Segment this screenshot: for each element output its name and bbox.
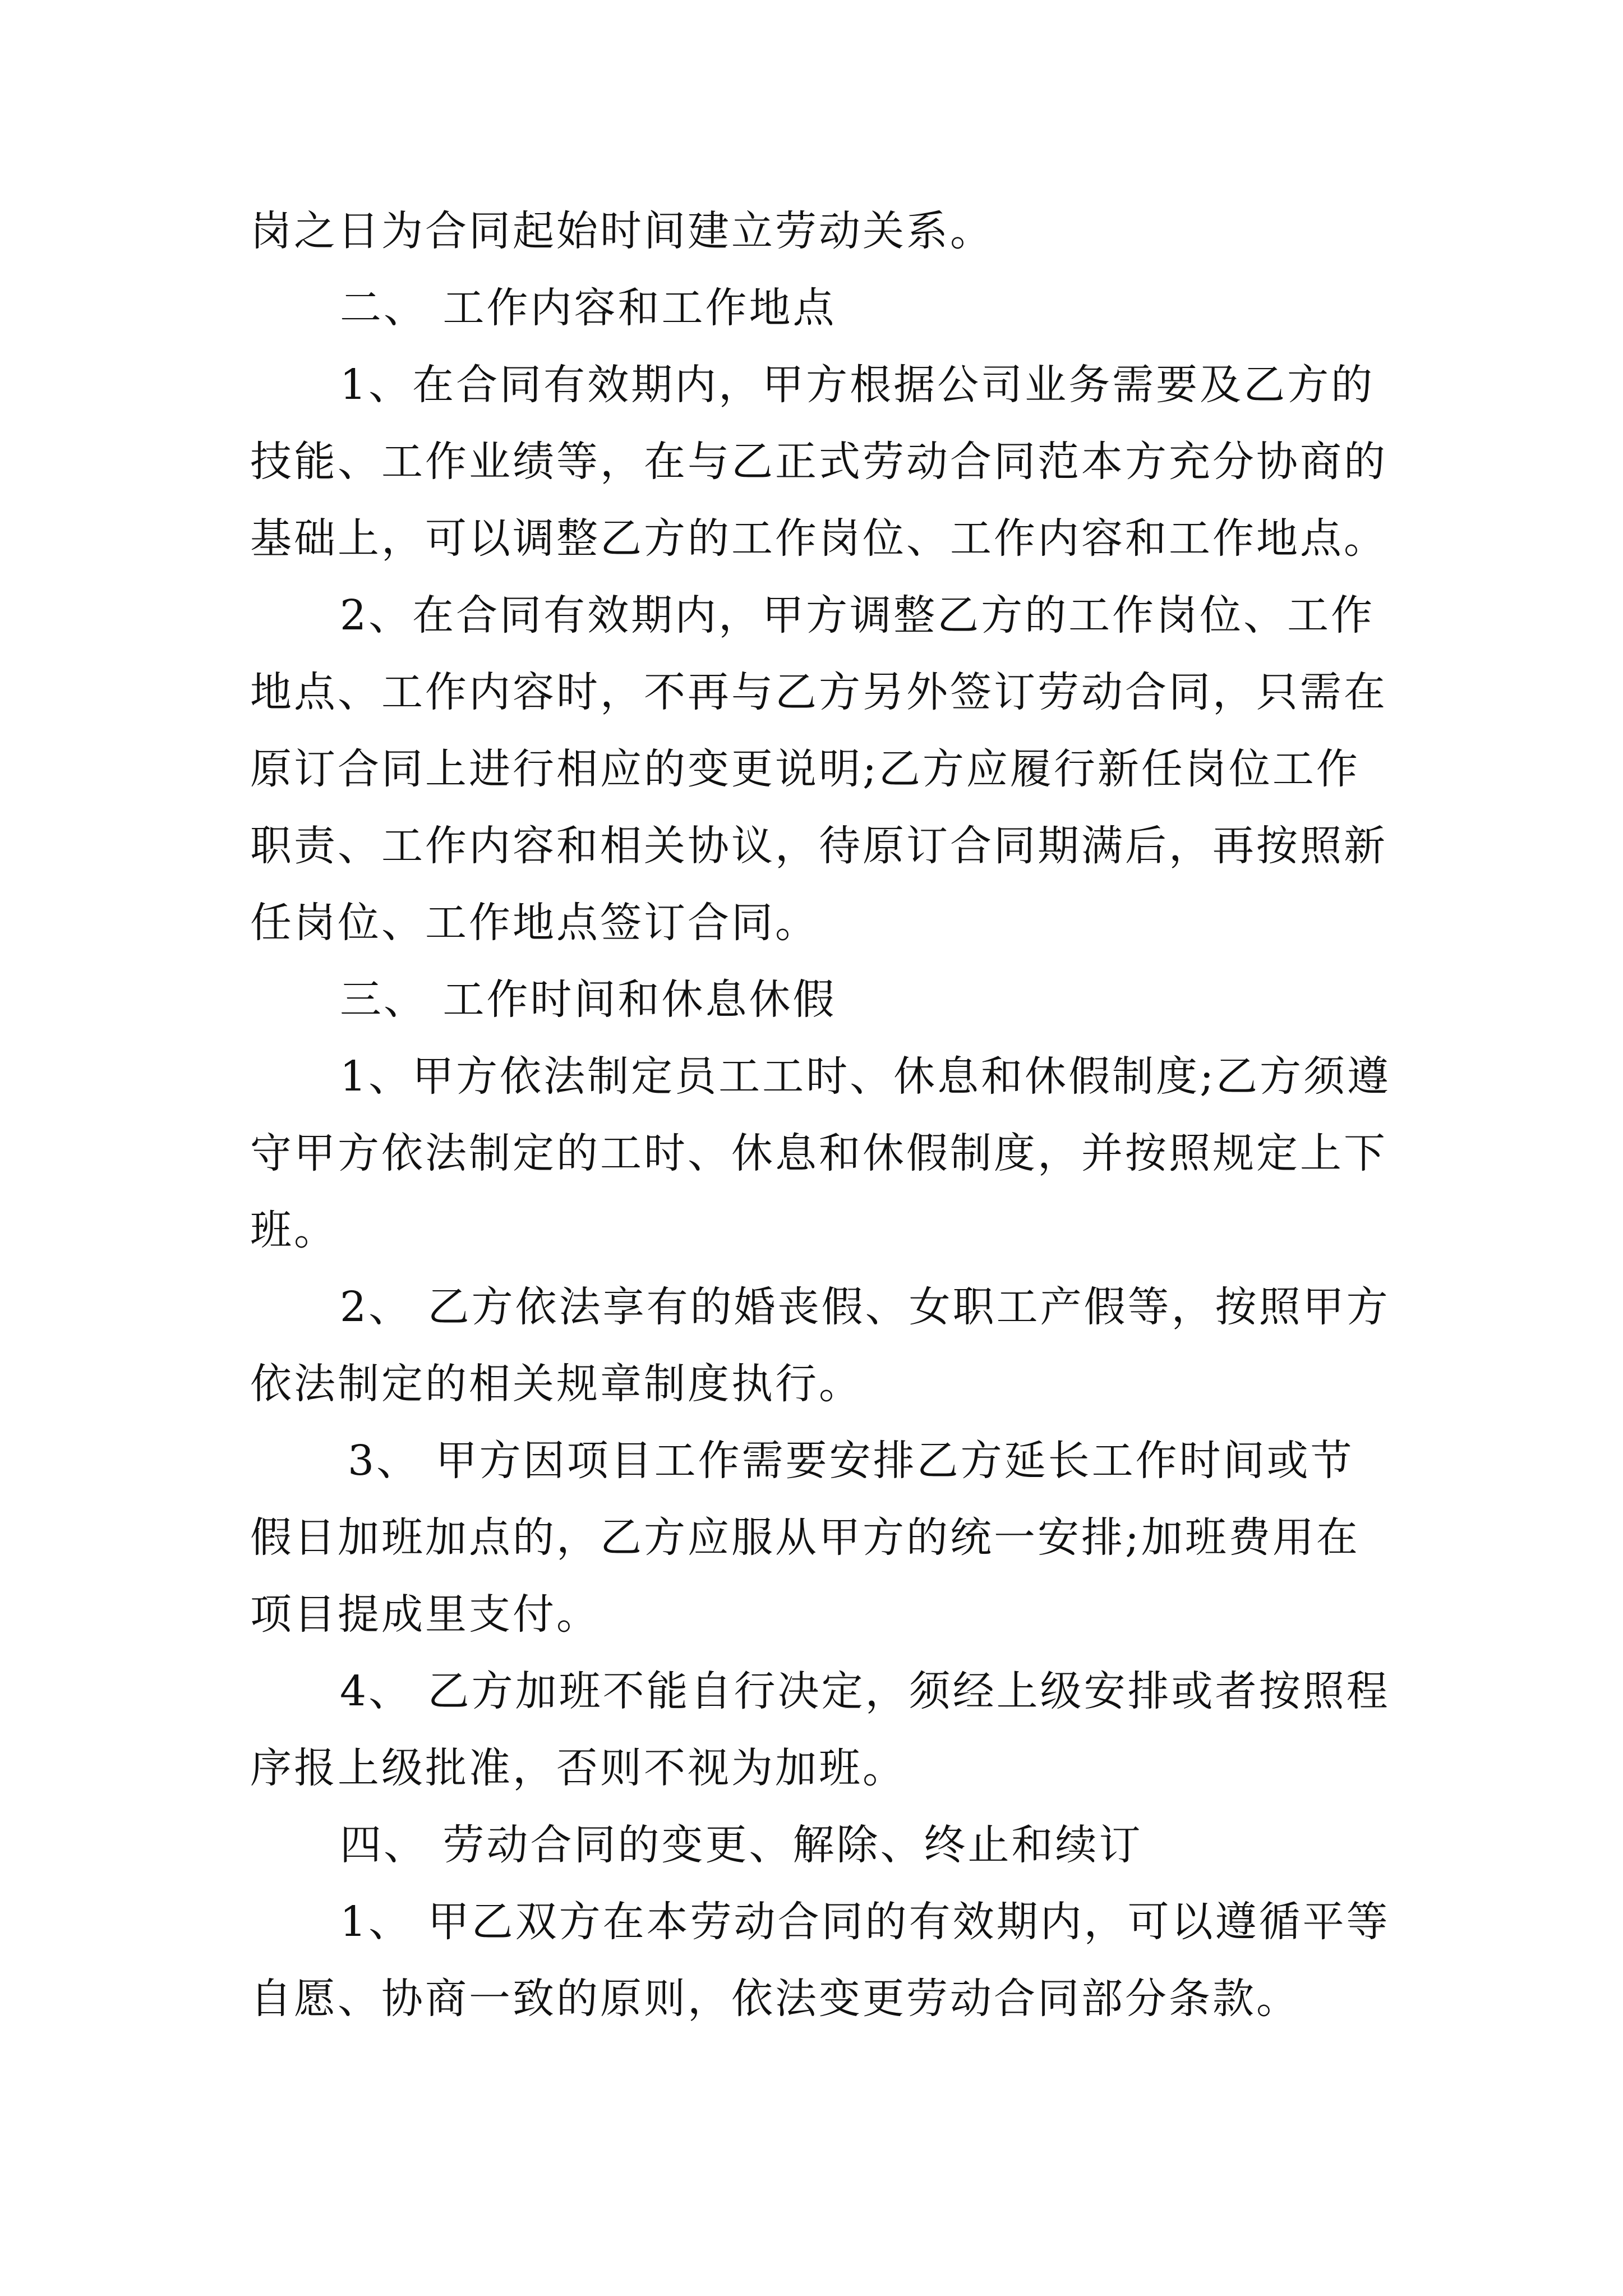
text-line: 岗之日为合同起始时间建立劳动关系。 [250, 207, 994, 255]
text-line: 技能、工作业绩等，在与乙正式劳动合同范本方充分协商的 [250, 438, 1387, 486]
contract-text-body [250, 193, 1391, 2037]
text-line: 自愿、协商一致的原则，依法变更劳动合同部分条款。 [250, 1975, 1300, 2023]
text-line: 1、甲方依法制定员工工时、休息和休假制度;乙方须遵 [340, 1052, 1391, 1101]
text-line: 2、在合同有效期内，甲方调整乙方的工作岗位、工作 [340, 591, 1375, 639]
text-line: 依法制定的相关规章制度执行。 [250, 1360, 863, 1408]
text-line: 1、 甲乙双方在本劳动合同的有效期内，可以遵循平等 [340, 1898, 1390, 1946]
section-heading-4: 四、 劳动合同的变更、解除、终止和续订 [340, 1821, 1143, 1869]
text-line: 3、 甲方因项目工作需要安排乙方延长工作时间或节 [348, 1437, 1354, 1485]
text-line: 守甲方依法制定的工时、休息和休假制度，并按照规定上下 [250, 1129, 1387, 1177]
text-line: 原订合同上进行相应的变更说明;乙方应履行新任岗位工作 [250, 745, 1360, 793]
text-line: 2、 乙方依法享有的婚丧假、女职工产假等，按照甲方 [340, 1283, 1390, 1331]
section-heading-3: 三、 工作时间和休息休假 [340, 976, 837, 1024]
section-heading-2: 二、 工作内容和工作地点 [340, 284, 837, 332]
text-line: 序报上级批准，否则不视为加班。 [250, 1744, 906, 1792]
text-line: 项目提成里支付。 [250, 1590, 600, 1639]
text-line: 假日加班加点的，乙方应服从甲方的统一安排;加班费用在 [250, 1513, 1360, 1562]
text-line: 地点、工作内容时，不再与乙方另外签订劳动合同，只需在 [250, 668, 1387, 716]
text-line: 基础上，可以调整乙方的工作岗位、工作内容和工作地点。 [250, 514, 1387, 563]
text-line: 任岗位、工作地点签订合同。 [250, 899, 819, 947]
text-line: 1、在合同有效期内，甲方根据公司业务需要及乙方的 [340, 361, 1375, 409]
text-line: 4、 乙方加班不能自行决定，须经上级安排或者按照程 [340, 1667, 1390, 1715]
text-line: 职责、工作内容和相关协议，待原订合同期满后，再按照新 [250, 822, 1387, 870]
text-line: 班。 [250, 1206, 338, 1254]
